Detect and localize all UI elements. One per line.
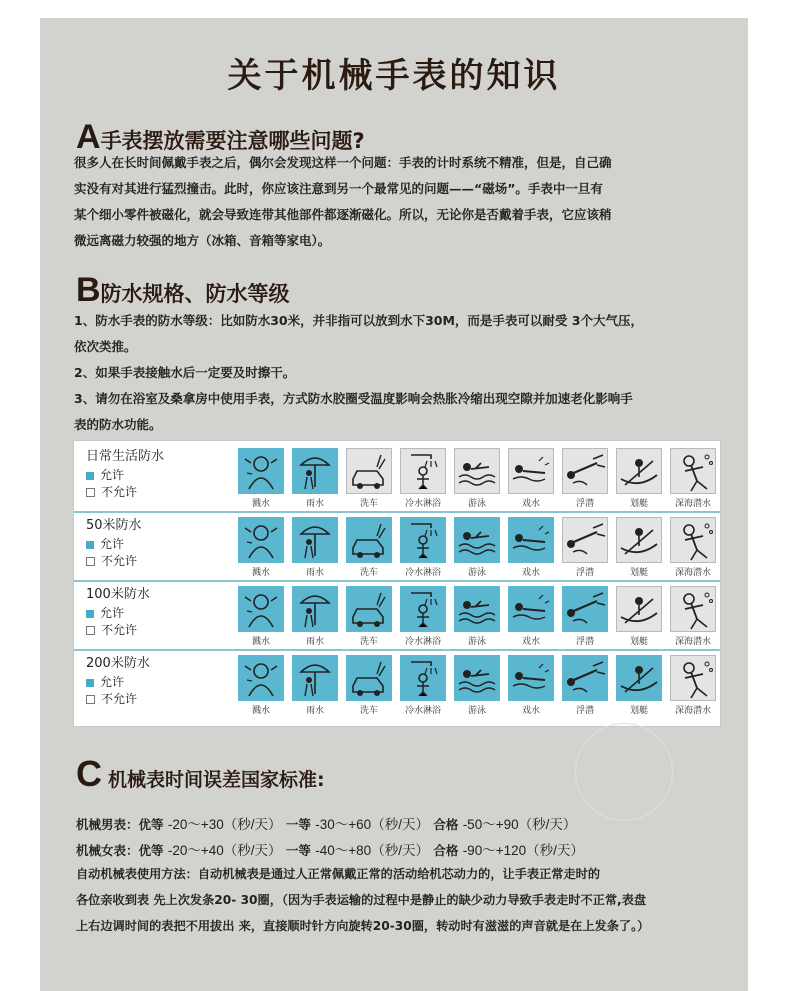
legend-deny-text: 不允许	[101, 692, 138, 706]
deny-swatch	[86, 488, 95, 497]
activity-caption: 雨水	[305, 568, 324, 578]
legend-deny	[86, 484, 204, 501]
deep-diving-icon	[670, 448, 716, 494]
section-a-letter: A	[76, 118, 101, 156]
activity-cell	[616, 517, 662, 578]
section-b-letter: B	[76, 271, 101, 309]
water-row	[74, 445, 720, 513]
page-title: 关于机械手表的知识	[227, 56, 561, 96]
rowing-icon	[616, 655, 662, 701]
activity-cell	[292, 586, 338, 647]
activity-cell	[670, 448, 716, 509]
legend-allow	[86, 536, 204, 553]
activity-cell	[562, 448, 608, 509]
playing-water-icon	[508, 586, 554, 632]
water-resistance-table	[73, 440, 721, 727]
activity-caption: 溅水	[251, 706, 270, 716]
female-standard-label: 机械女表：优等	[76, 843, 164, 858]
activity-caption: 冷水淋浴	[404, 637, 441, 647]
car-wash-icon	[346, 517, 392, 563]
decorative-circle	[575, 723, 673, 821]
male-pass-range: -50～+90（秒/天）	[462, 817, 577, 832]
male-pass-label: 合格	[433, 817, 459, 832]
rain-umbrella-icon	[292, 448, 338, 494]
activity-caption: 深海潜水	[674, 706, 711, 716]
activity-caption: 戏水	[521, 568, 540, 578]
legend-allow-text: 允许	[100, 537, 125, 551]
female-excellent-range: -20～+40（秒/天）	[167, 843, 282, 858]
section-c-letter: C	[76, 753, 102, 794]
section-b-line: 2、如果手表接触水后一定要及时擦干。	[74, 365, 296, 380]
male-first-range: -30～+60（秒/天）	[315, 817, 429, 832]
section-c-heading	[76, 753, 325, 795]
activity-cell	[616, 655, 662, 716]
activity-cell	[454, 448, 500, 509]
activity-caption: 游泳	[467, 499, 486, 509]
activity-cell	[400, 517, 446, 578]
activity-cell	[562, 655, 608, 716]
legend-deny	[86, 691, 204, 708]
section-c-line: 自动机械表使用方法：自动机械表是通过人正常佩戴正常的活动给机芯动力的，让手表正常走时的	[76, 867, 601, 881]
water-rating-title: 日常生活防水	[86, 449, 165, 464]
section-c-body	[76, 861, 746, 939]
legend-allow	[86, 605, 204, 622]
snorkeling-icon	[562, 517, 608, 563]
activity-cell	[454, 517, 500, 578]
male-first-label: 一等	[285, 817, 311, 832]
deny-swatch	[86, 557, 95, 566]
section-b-body	[74, 308, 724, 438]
activity-caption: 溅水	[251, 568, 270, 578]
activity-cell	[346, 448, 392, 509]
swimming-icon	[454, 448, 500, 494]
deny-swatch	[86, 695, 95, 704]
car-wash-icon	[346, 586, 392, 632]
activity-caption: 洗车	[359, 499, 378, 509]
male-excellent-range: -20～+30（秒/天）	[167, 817, 282, 832]
activity-caption: 深海潜水	[674, 568, 711, 578]
swimming-icon	[454, 586, 500, 632]
legend-allow-text: 允许	[100, 675, 125, 689]
rowing-icon	[616, 517, 662, 563]
activity-cell	[292, 655, 338, 716]
activity-caption: 划艇	[629, 568, 648, 578]
splash-icon	[238, 517, 284, 563]
legend-allow-text: 允许	[100, 468, 125, 482]
info-poster	[40, 18, 748, 991]
activity-cell	[400, 655, 446, 716]
legend-deny-text: 不允许	[101, 623, 138, 637]
activity-cell	[508, 655, 554, 716]
activity-caption: 洗车	[359, 568, 378, 578]
section-a-title: 手表摆放需要注意哪些问题?	[100, 129, 365, 153]
allow-swatch	[86, 610, 94, 618]
male-watch-standard	[76, 813, 576, 833]
section-a-line: 某个细小零件被磁化，就会导致连带其他部件都逐渐磁化。所以，无论你是否戴着手表，它应该稍	[74, 207, 612, 222]
activity-caption: 划艇	[629, 499, 648, 509]
activity-cell	[238, 448, 284, 509]
activity-cell	[562, 586, 608, 647]
section-c-line: 上右边调时间的表把不用拔出 来，直接顺时针方向旋转20-30圈，转动时有滋滋的声音就是在上发条了。）	[76, 919, 650, 933]
water-row	[74, 583, 720, 651]
legend-allow	[86, 674, 204, 691]
section-a-line: 很多人在长时间佩戴手表之后，偶尔会发现这样一个问题：手表的计时系统不精准，但是，自己确	[74, 155, 612, 170]
rain-umbrella-icon	[292, 586, 338, 632]
deep-diving-icon	[670, 586, 716, 632]
allow-swatch	[86, 679, 94, 687]
activity-caption: 浮潜	[575, 499, 594, 509]
swimming-icon	[454, 517, 500, 563]
activity-caption: 浮潜	[575, 568, 594, 578]
activity-cell	[616, 448, 662, 509]
water-rating-title: 100米防水	[86, 587, 150, 602]
water-rating-title: 50米防水	[86, 518, 142, 533]
activity-caption: 冷水淋浴	[404, 706, 441, 716]
activity-cell	[508, 586, 554, 647]
activity-caption: 划艇	[629, 706, 648, 716]
activity-caption: 戏水	[521, 637, 540, 647]
activity-caption: 戏水	[521, 706, 540, 716]
activity-cell	[346, 586, 392, 647]
splash-icon	[238, 586, 284, 632]
female-pass-label: 合格	[433, 843, 459, 858]
activity-cell	[670, 586, 716, 647]
shower-icon	[400, 655, 446, 701]
splash-icon	[238, 655, 284, 701]
shower-icon	[400, 517, 446, 563]
activity-cell	[292, 448, 338, 509]
water-row-label	[86, 585, 204, 639]
playing-water-icon	[508, 517, 554, 563]
rain-umbrella-icon	[292, 655, 338, 701]
activity-cell	[400, 586, 446, 647]
section-a-body	[74, 150, 704, 254]
section-b-heading	[76, 271, 290, 310]
activity-caption: 游泳	[467, 637, 486, 647]
male-standard-label: 机械男表：优等	[76, 817, 164, 832]
section-b-line: 表的防水功能。	[74, 417, 162, 432]
activity-cell	[400, 448, 446, 509]
activity-caption: 深海潜水	[674, 637, 711, 647]
legend-deny-text: 不允许	[101, 485, 138, 499]
playing-water-icon	[508, 448, 554, 494]
section-b-line: 依次类推。	[74, 339, 137, 354]
activity-cell	[454, 655, 500, 716]
female-pass-range: -90～+120（秒/天）	[462, 843, 584, 858]
shower-icon	[400, 448, 446, 494]
deny-swatch	[86, 626, 95, 635]
swimming-icon	[454, 655, 500, 701]
activity-caption: 雨水	[305, 499, 324, 509]
water-row	[74, 652, 720, 718]
allow-swatch	[86, 472, 94, 480]
snorkeling-icon	[562, 448, 608, 494]
section-b-title: 防水规格、防水等级	[100, 282, 290, 306]
rowing-icon	[616, 586, 662, 632]
water-row-label	[86, 447, 204, 501]
activity-caption: 浮潜	[575, 706, 594, 716]
activity-cell	[238, 586, 284, 647]
activity-cell	[562, 517, 608, 578]
activity-caption: 浮潜	[575, 637, 594, 647]
female-first-range: -40～+80（秒/天）	[315, 843, 429, 858]
splash-icon	[238, 448, 284, 494]
activity-cell	[346, 655, 392, 716]
section-b-line: 3、请勿在浴室及桑拿房中使用手表，方式防水胶圈受温度影响会热胀冷缩出现空隙并加速老化影响手	[74, 391, 633, 406]
legend-allow	[86, 467, 204, 484]
car-wash-icon	[346, 448, 392, 494]
activity-caption: 划艇	[629, 637, 648, 647]
water-rating-title: 200米防水	[86, 656, 150, 671]
activity-caption: 游泳	[467, 568, 486, 578]
activity-cell	[346, 517, 392, 578]
section-a-line: 实没有对其进行猛烈撞击。此时，你应该注意到另一个最常见的问题——“磁场”。手表中一旦有	[74, 181, 603, 196]
legend-deny-text: 不允许	[101, 554, 138, 568]
legend-deny	[86, 553, 204, 570]
activity-caption: 雨水	[305, 637, 324, 647]
water-row-label	[86, 516, 204, 570]
female-watch-standard	[76, 839, 584, 859]
activity-caption: 游泳	[467, 706, 486, 716]
legend-deny	[86, 622, 204, 639]
legend-allow-text: 允许	[100, 606, 125, 620]
playing-water-icon	[508, 655, 554, 701]
activity-caption: 戏水	[521, 499, 540, 509]
activity-caption: 洗车	[359, 637, 378, 647]
rowing-icon	[616, 448, 662, 494]
activity-cell	[292, 517, 338, 578]
rain-umbrella-icon	[292, 517, 338, 563]
section-b-line: 1、防水手表的防水等级：比如防水30米，并非指可以放到水下30M，而是手表可以耐受 3个大气压，	[74, 313, 643, 328]
section-c-title: 机械表时间误差国家标准:	[108, 769, 325, 791]
water-row	[74, 514, 720, 582]
activity-cell	[454, 586, 500, 647]
activity-caption: 溅水	[251, 499, 270, 509]
snorkeling-icon	[562, 655, 608, 701]
female-first-label: 一等	[285, 843, 311, 858]
activity-caption: 深海潜水	[674, 499, 711, 509]
deep-diving-icon	[670, 517, 716, 563]
activity-caption: 冷水淋浴	[404, 499, 441, 509]
activity-cell	[508, 448, 554, 509]
allow-swatch	[86, 541, 94, 549]
deep-diving-icon	[670, 655, 716, 701]
activity-caption: 冷水淋浴	[404, 568, 441, 578]
section-c-line: 各位亲收到表 先上次发条20- 30圈，（因为手表运输的过程中是静止的缺少动力导致手表走时不正常,表盘	[76, 893, 647, 907]
activity-cell	[616, 586, 662, 647]
activity-cell	[508, 517, 554, 578]
activity-cell	[670, 517, 716, 578]
snorkeling-icon	[562, 586, 608, 632]
shower-icon	[400, 586, 446, 632]
activity-cell	[670, 655, 716, 716]
activity-cell	[238, 655, 284, 716]
section-a-line: 微远离磁力较强的地方（冰箱、音箱等家电）。	[74, 233, 331, 248]
water-row-label	[86, 654, 204, 708]
activity-caption: 溅水	[251, 637, 270, 647]
activity-cell	[238, 517, 284, 578]
activity-caption: 雨水	[305, 706, 324, 716]
activity-caption: 洗车	[359, 706, 378, 716]
car-wash-icon	[346, 655, 392, 701]
